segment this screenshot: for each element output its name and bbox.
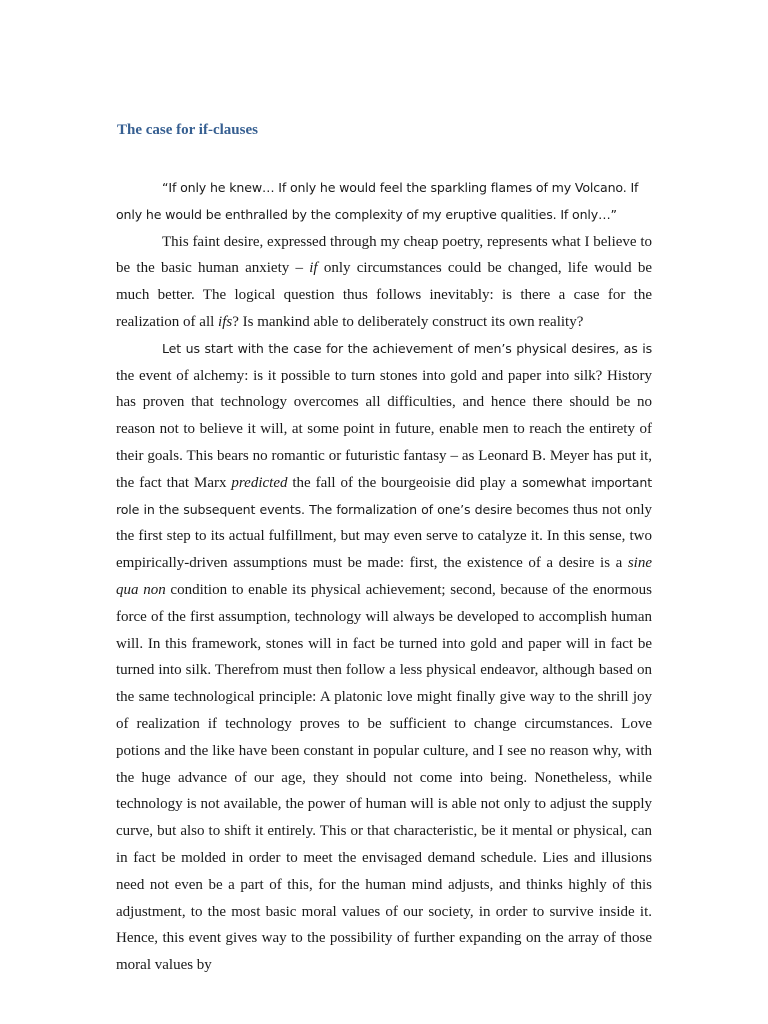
paragraph-1-text-a: This faint desire, expressed through my cheap poetry, represents what I believe to be the basic human anxiety – — [116, 233, 652, 277]
paragraph-1-text-c: only circumstances could be changed, life would be much better. The logical question thus follows inevitably: is there a case for the realization of all — [116, 260, 652, 330]
paragraph-1-emphasis-ifs: ifs — [218, 313, 233, 330]
paragraph-2-text-a: Let us start with the case for the achievement of men’s physical desires, as is — [162, 340, 652, 356]
paragraph-2-text-e: somewhat important role in the subsequent events. The formalization of one’s desire — [116, 474, 652, 517]
paragraph-2-text-f: becomes thus not only the first step to its actual fulfillment, but may even serve to catalyze it. In this sense, two empirically-driven assumptions must be made: first, the existence of a desire is a — [116, 501, 652, 572]
opening-quote: “If only he knew… If only he would feel the sparkling flames of my Volcano. If only he would be enthralled by the complexity of my eruptive qualities. If only…” — [116, 180, 639, 222]
paragraph-2 — [116, 336, 652, 979]
paragraph-2-text-d: the fall of the bourgeoisie did play a — [287, 474, 523, 491]
paragraph-2-emphasis-predicted: predicted — [231, 474, 288, 491]
section-heading: The case for if-clauses — [117, 122, 258, 138]
body-text — [116, 175, 652, 979]
paragraph-2-text-b: the event of alchemy: is it possible to turn stones into gold and paper into silk? History has proven that technology overcomes all difficulties, and hence there should be no reason not to believe it will, at some point in future, enable men to reach the entirety of their goals. This bears no romantic or futuristic fantasy – as Leonard B. Meyer has put it, the fact that Marx — [116, 367, 652, 491]
paragraph-1-text-e: ? Is mankind able to deliberately construct its own reality? — [232, 313, 584, 330]
paragraph-1 — [116, 229, 652, 336]
paragraph-1-emphasis-if: if — [309, 260, 318, 277]
paragraph-2-text-h: condition to enable its physical achievement; second, because of the enormous force of the first assumption, technology will always be developed to accomplish human will. In this framework, stones will in fact be turned into gold and paper will in fact be turned into silk. Therefrom must then follow a less physical endeavor, although based on the same technological principle: A platonic love might finally give way to the shrill joy of realization if technology proves to be sufficient to change circumstances. Love potions and the like have been constant in popular culture, and I see no reason why, with the huge advance of our age, they should not come into being. Nonetheless, while technology is not available, the power of human will is able not only to adjust the supply curve, but also to shift it entirely. This or that characteristic, be it mental or physical, can in fact be molded in order to meet the envisaged demand schedule. Lies and illusions need not even be a part of this, for the human mind adjusts, and thinks highly of this adjustment, to the most basic moral values of our society, in order to survive inside it. Hence, this event gives way to the possibility of further expanding on the array of those moral values by — [116, 581, 653, 974]
paragraph-2-emphasis-sine-qua-non: sine qua non — [116, 555, 652, 598]
